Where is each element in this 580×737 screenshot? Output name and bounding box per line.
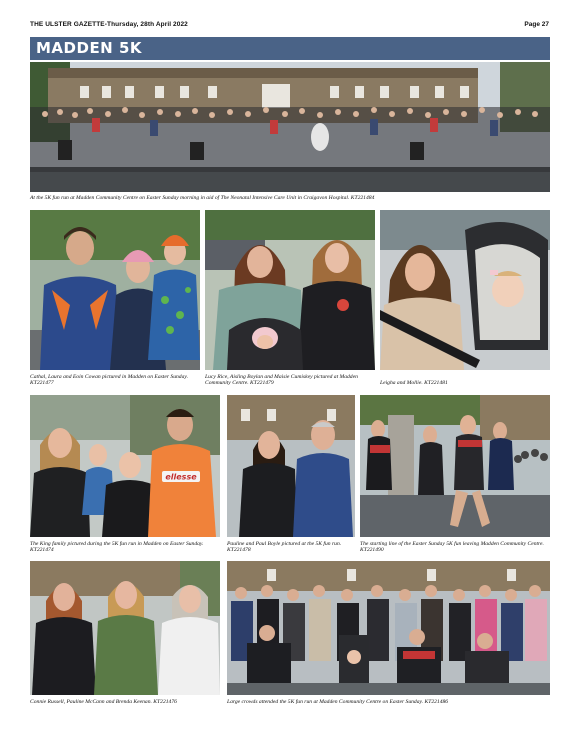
rice-boylan-cumiskey-photo xyxy=(205,210,375,370)
ellesse-logo-text: ellesse xyxy=(165,472,197,482)
starting-line-photo xyxy=(360,395,550,537)
section-banner: MADDEN 5K xyxy=(30,37,550,60)
page-number: Page 27 xyxy=(524,21,549,28)
three-women-photo xyxy=(30,561,220,695)
cowan-family-photo xyxy=(30,210,200,370)
large-crowd-caption: Large crowds attended the 5K fun run at Madden Community Centre on Easter Sunday. KT221486 xyxy=(227,699,449,705)
leigha-mollie-photo xyxy=(380,210,550,370)
group-photo xyxy=(30,62,550,192)
cowan-family-caption: Cathal, Laura and Eoin Cowan pictured in Madden on Easter Sunday. KT221477 xyxy=(30,374,188,387)
three-women-caption: Connie Russell, Pauline McCann and Brenda Keenan. KT221476 xyxy=(30,699,177,705)
boyle-couple-photo xyxy=(227,395,355,537)
starting-line-caption: The starting line of the Easter Sunday 5K fun leaving Madden Community Centre. KT221490 xyxy=(360,541,544,554)
newspaper-dateline: THE ULSTER GAZETTE-Thursday, 28th April 2022 xyxy=(30,21,188,28)
king-family-caption: The King family pictured during the 5K fun run in Madden on Easter Sunday. KT221474 xyxy=(30,541,204,554)
rice-boylan-cumiskey-caption: Lucy Rice, Aisling Boylan and Maisie Cumiskey pictured at Madden Community Centre. KT221479 xyxy=(205,374,358,387)
group-photo-caption: At the 5K fun run at Madden Community Centre on Easter Sunday morning in aid of The Neonatal Intensive Care Unit in Craigavon Hospital. KT221484 xyxy=(30,195,375,201)
king-family-photo xyxy=(30,395,220,537)
boyle-couple-caption: Pauline and Paul Boyle pictured at the 5K fun run. KT221478 xyxy=(227,541,342,554)
leigha-mollie-caption: Leigha and Mollie. KT221481 xyxy=(380,380,448,386)
large-crowd-photo xyxy=(227,561,550,695)
